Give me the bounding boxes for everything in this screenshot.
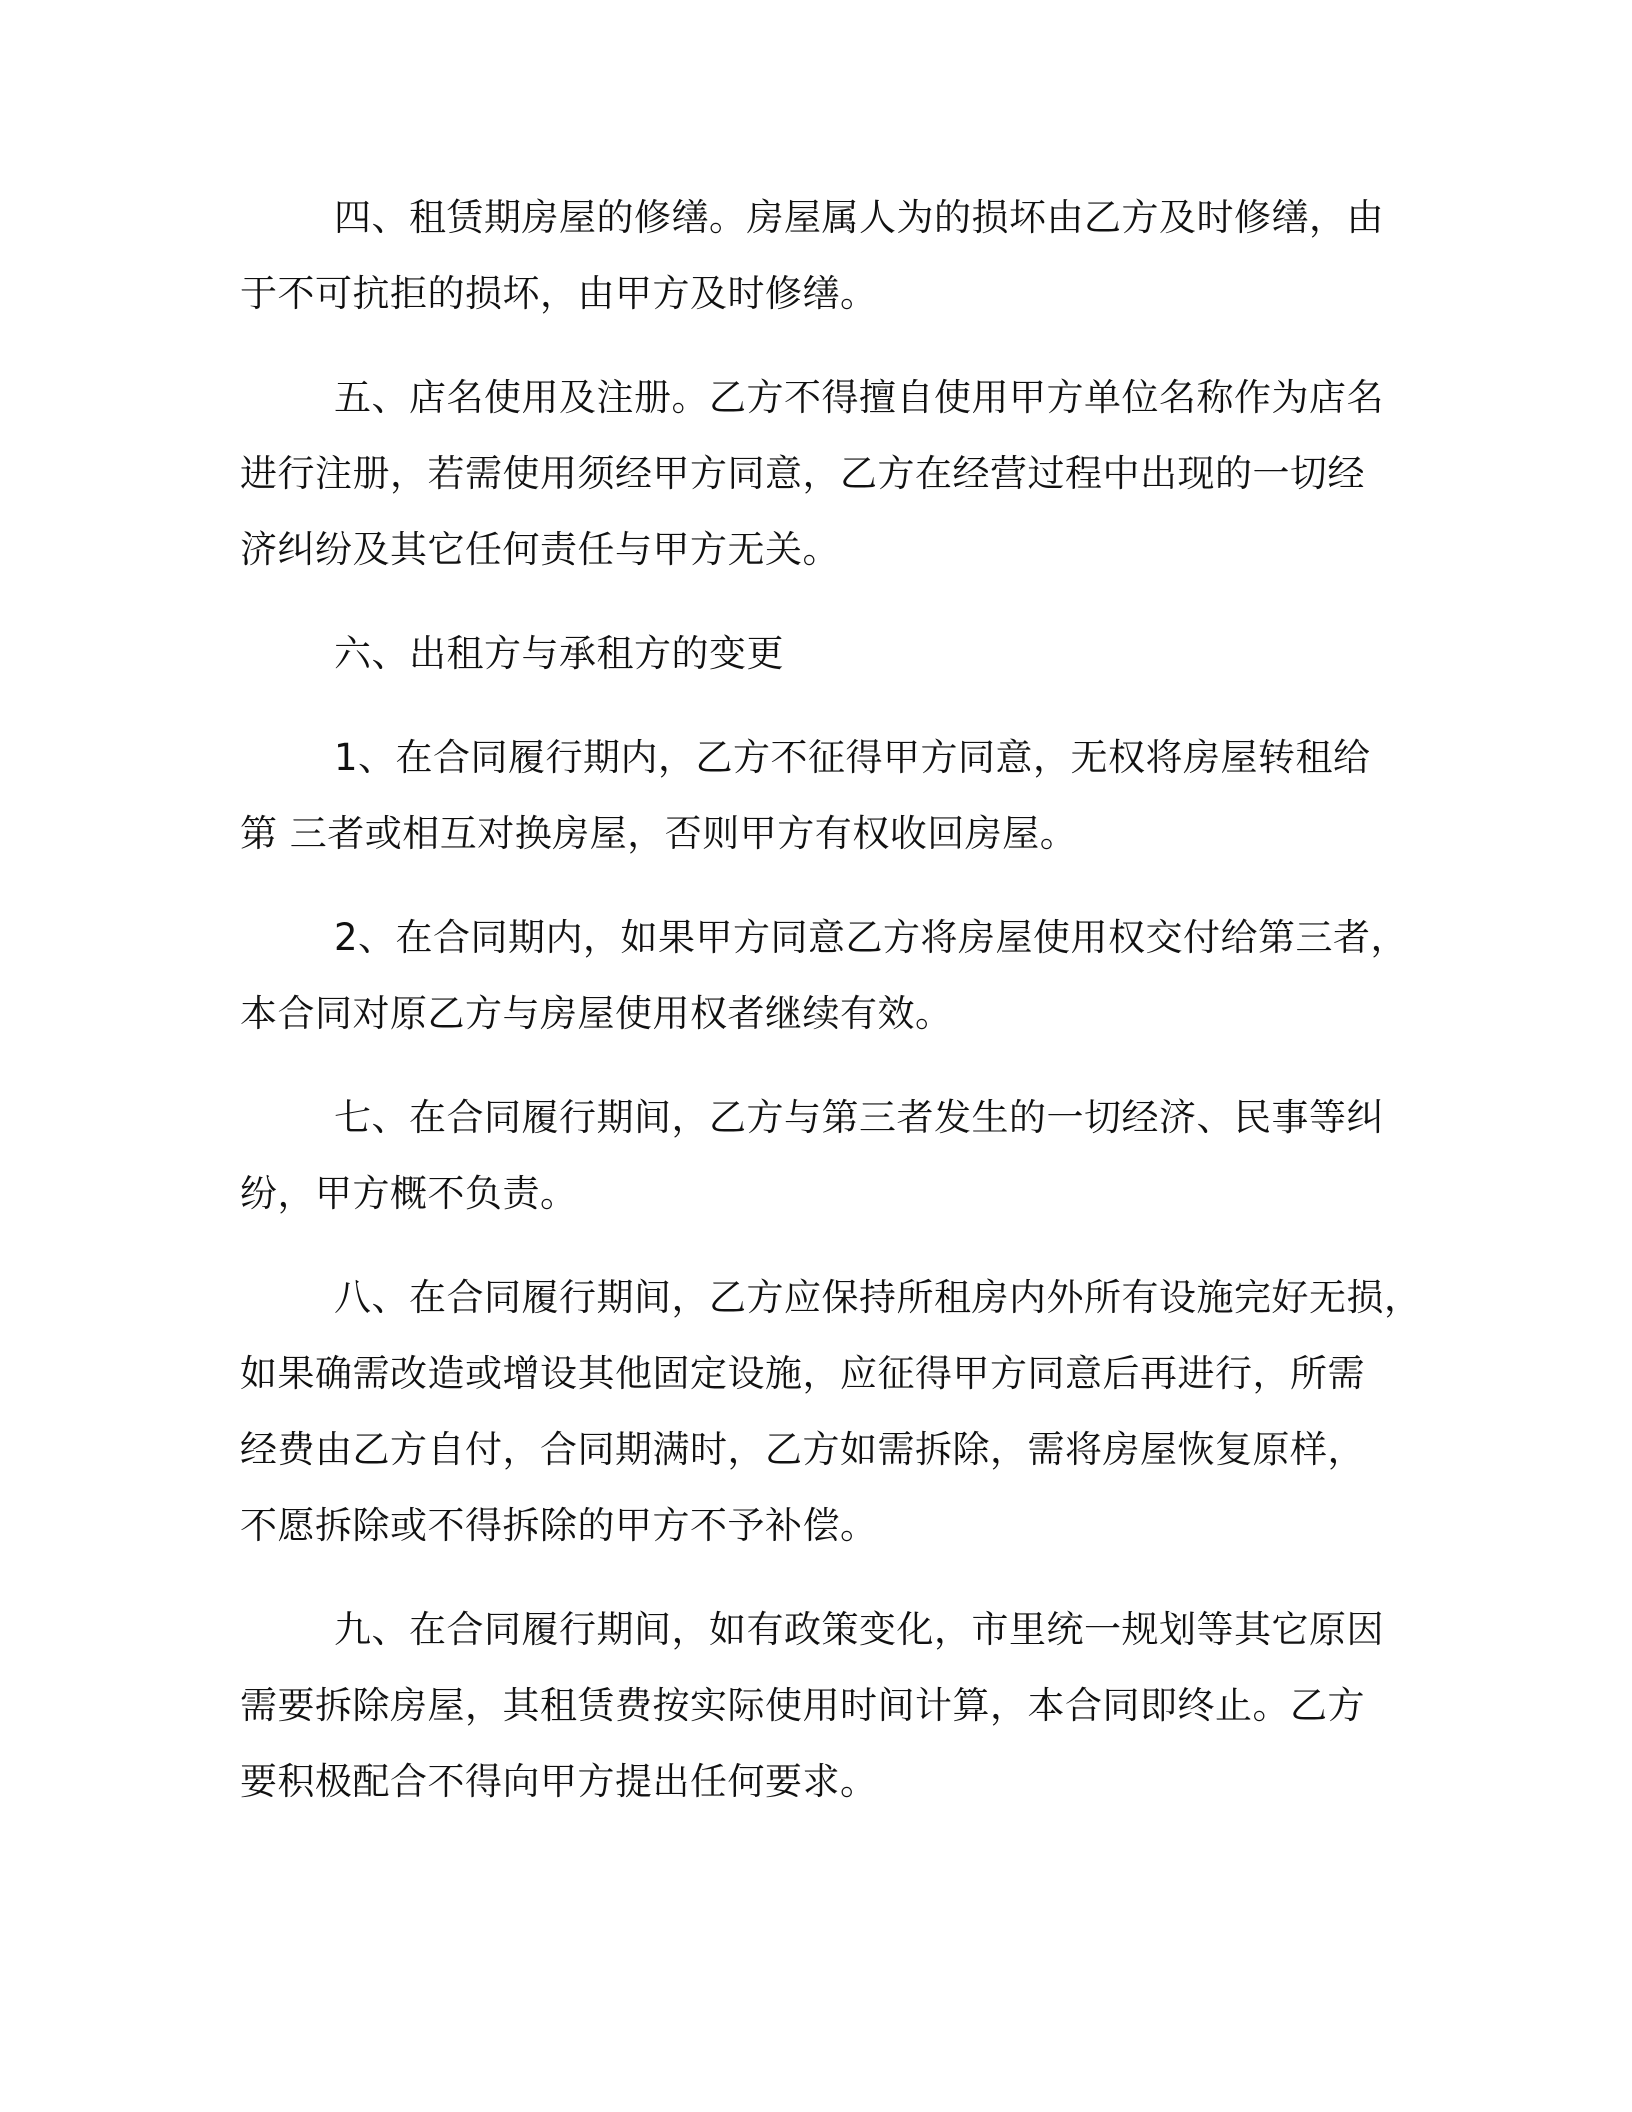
item-2-line-2: 本合同对原乙方与房屋使用权者继续有效。	[240, 992, 953, 1035]
section-seven-line-1: 七、在合同履行期间，乙方与第三者发生的一切经济、民事等纠	[334, 1096, 1384, 1139]
section-eight-line-4: 不愿拆除或不得拆除的甲方不予补偿。	[240, 1504, 878, 1547]
section-six-heading: 六、出租方与承租方的变更	[334, 632, 784, 675]
item-2-line-1: 2、在合同期内，如果甲方同意乙方将房屋使用权交付给第三者，	[334, 916, 1409, 959]
item-1-line-2: 第 三者或相互对换房屋，否则甲方有权收回房屋。	[240, 812, 1078, 855]
section-five-line-2: 进行注册，若需使用须经甲方同意，乙方在经营过程中出现的一切经	[240, 452, 1365, 495]
item-1-line-1: 1、在合同履行期内，乙方不征得甲方同意，无权将房屋转租给	[334, 736, 1371, 779]
section-nine-line-1: 九、在合同履行期间，如有政策变化，市里统一规划等其它原因	[334, 1608, 1384, 1651]
section-five-line-3: 济纠纷及其它任何责任与甲方无关。	[240, 528, 840, 571]
section-five-line-1: 五、店名使用及注册。乙方不得擅自使用甲方单位名称作为店名	[334, 376, 1384, 419]
section-seven-line-2: 纷，甲方概不负责。	[240, 1172, 578, 1215]
section-eight-line-3: 经费由乙方自付，合同期满时，乙方如需拆除，需将房屋恢复原样，	[240, 1428, 1365, 1471]
section-nine-line-2: 需要拆除房屋，其租赁费按实际使用时间计算，本合同即终止。乙方	[240, 1684, 1365, 1727]
section-eight-line-1: 八、在合同履行期间，乙方应保持所租房内外所有设施完好无损，	[334, 1276, 1422, 1319]
section-four-line-2: 于不可抗拒的损坏，由甲方及时修缮。	[240, 272, 878, 315]
section-eight-line-2: 如果确需改造或增设其他固定设施，应征得甲方同意后再进行，所需	[240, 1352, 1365, 1395]
section-nine-line-3: 要积极配合不得向甲方提出任何要求。	[240, 1760, 878, 1803]
section-four-line-1: 四、租赁期房屋的修缮。房屋属人为的损坏由乙方及时修缮，由	[334, 196, 1384, 239]
